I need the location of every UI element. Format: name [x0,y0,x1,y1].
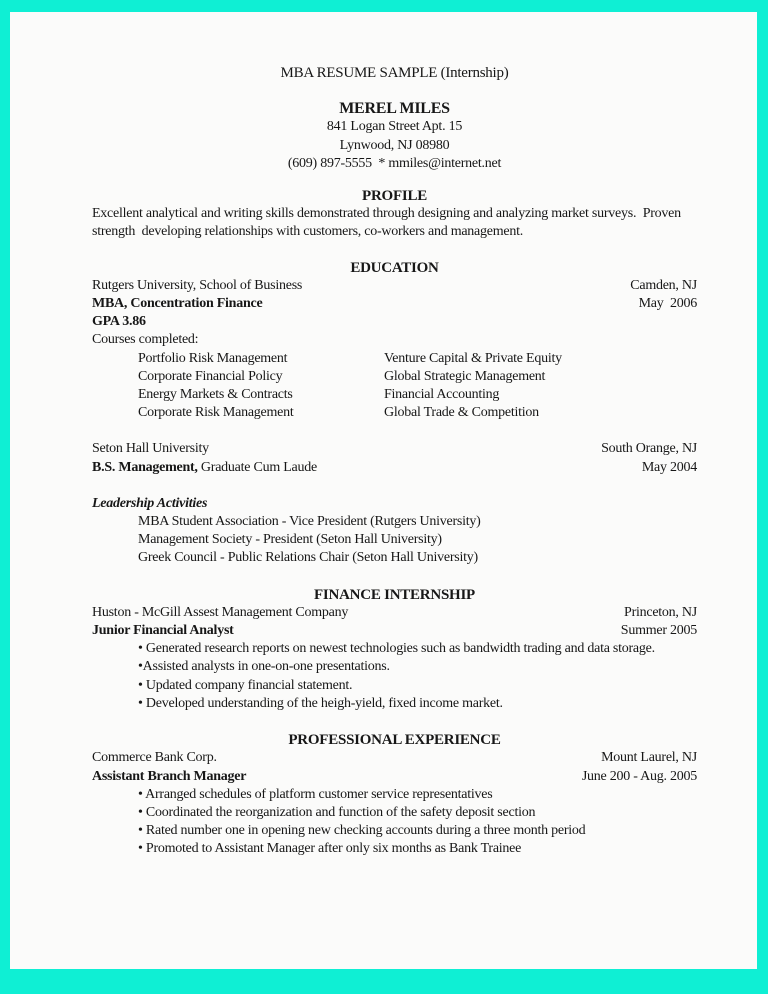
experience-company-row [92,749,697,767]
experience-bullet: • Promoted to Assistant Manager after only six months as Bank Trainee [138,841,522,857]
internship-bullet: • Generated research reports on newest technologies such as bandwidth trading and data storage. [138,641,655,657]
school2-institution: Seton Hall University [92,441,209,457]
course-item: Corporate Financial Policy [138,368,283,384]
experience-bullet: • Rated number one in opening new checking accounts during a three month period [138,823,586,839]
course-item: Global Strategic Management [384,368,546,384]
internship-date: Summer 2005 [620,623,697,639]
course-item: Global Trade & Competition [384,405,539,421]
experience-job-title: Assistant Branch Manager [92,768,247,784]
internship-location: Princeton, NJ [624,604,697,620]
experience-bullet: • Coordinated the reorganization and function of the safety deposit section [138,804,536,820]
internship-title-row [92,622,697,640]
school2-date: May 2004 [641,459,697,475]
courses-label: Courses completed: [92,332,199,348]
school2-degree-rest: Graduate Cum Laude [197,459,317,475]
leadership-item: Greek Council - Public Relations Chair (Seton Hall University) [138,550,478,566]
leadership-heading: Leadership Activities [92,495,208,511]
education-school1-degree-row [92,295,697,313]
school1-gpa: GPA 3.86 [92,314,146,330]
internship-company-row [92,604,697,622]
internship-company: Huston - McGill Assest Management Company [92,604,349,620]
school1-degree: MBA, Concentration Finance [92,296,263,312]
course-item: Financial Accounting [384,387,500,403]
experience-title-row [92,768,697,786]
school1-date: May 2006 [638,296,697,312]
resume-page [10,12,757,969]
internship-heading: FINANCE INTERNSHIP [314,586,475,603]
leadership-item: MBA Student Association - Vice President (Rutgers University) [138,514,481,530]
course-item: Corporate Risk Management [138,405,294,421]
school1-location: Camden, NJ [630,277,697,293]
experience-heading: PROFESSIONAL EXPERIENCE [288,732,501,749]
course-item: Energy Markets & Contracts [138,387,293,403]
education-school2-degree-row [92,459,697,477]
candidate-name: MEREL MILES [339,100,450,118]
contact-line: (609) 897-5555 * mmiles@internet.net [287,155,502,171]
experience-bullet: • Arranged schedules of platform customer service representatives [138,786,493,802]
education-heading: EDUCATION [350,259,439,276]
education-school2-row [92,440,697,458]
profile-text-line-1: Excellent analytical and writing skills demonstrated through designing and analyzing market surveys. Proven [92,206,681,222]
courses-grid [138,350,697,423]
education-school1-row [92,277,697,295]
school1-institution: Rutgers University, School of Business [92,277,303,293]
internship-bullet: • Developed understanding of the heigh-yield, fixed income market. [138,695,503,711]
school2-location: South Orange, NJ [601,441,697,457]
experience-date: June 200 - Aug. 2005 [581,768,697,784]
leadership-item: Management Society - President (Seton Hall University) [138,532,442,548]
profile-heading: PROFILE [362,188,427,205]
internship-job-title: Junior Financial Analyst [92,623,234,639]
profile-text-line-2: strength developing relationships with customers, co-workers and management. [92,224,523,240]
school2-degree [92,459,317,477]
address-line-2: Lynwood, NJ 08980 [339,137,450,153]
course-item: Portfolio Risk Management [138,350,288,366]
experience-location: Mount Laurel, NJ [601,750,697,766]
course-item: Venture Capital & Private Equity [384,350,562,366]
experience-company: Commerce Bank Corp. [92,750,217,766]
internship-bullet: •Assisted analysts in one-on-one presentations. [138,659,390,675]
document-title: MBA RESUME SAMPLE (Internship) [280,65,509,81]
school2-degree-bold: B.S. Management, [92,459,198,475]
internship-bullet: • Updated company financial statement. [138,677,353,693]
address-line-1: 841 Logan Street Apt. 15 [326,119,463,135]
